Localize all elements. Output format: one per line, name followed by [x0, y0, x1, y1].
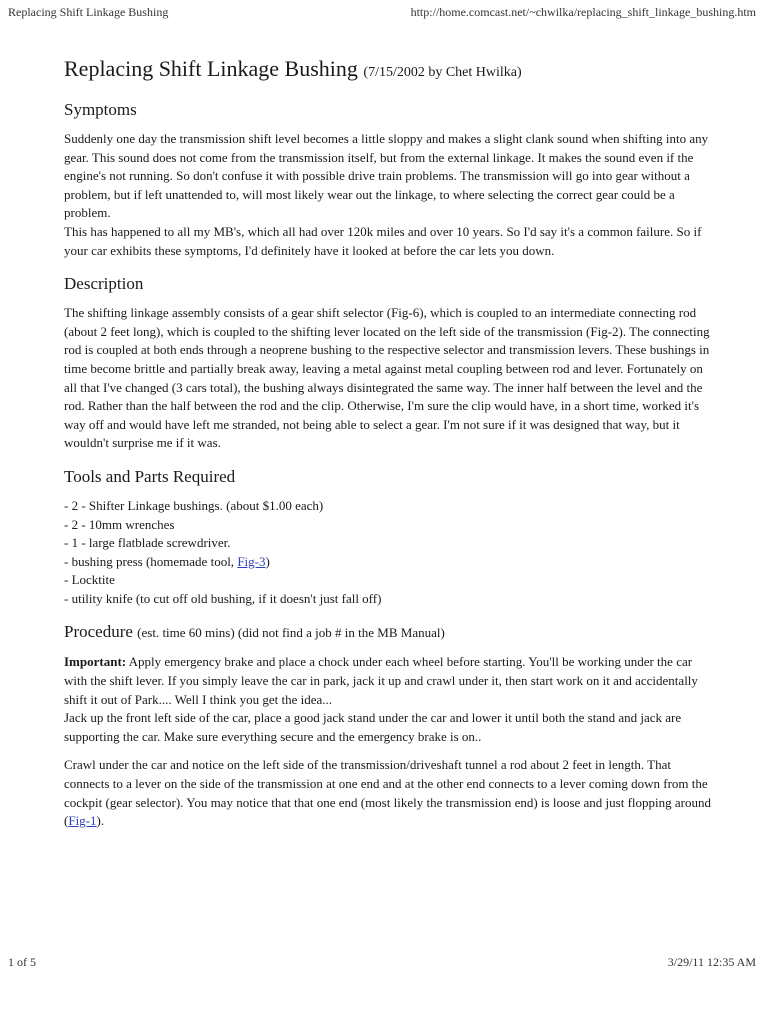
crawl-end: ). [96, 813, 105, 829]
tools-item-close: ) [265, 553, 270, 569]
fig-3-link[interactable]: Fig-3 [237, 553, 266, 569]
print-header-url: http://home.comcast.net/~chwilka/replacing_shift_linkage_bushing.htm [410, 5, 756, 19]
symptoms-paragraph-2: This has happened to all my MB's, which all had over 120k miles and over 10 years. So I'd say it's a common failure. So if your car exhibits these symptoms, I'd definitely have it looked at before the car lets you down. [64, 223, 702, 258]
tools-list-item: - 2 - 10mm wrenches [64, 516, 175, 532]
page-title [64, 56, 714, 86]
print-header-title: Replacing Shift Linkage Bushing [8, 5, 169, 19]
article [64, 56, 714, 831]
print-datetime: 3/29/11 12:35 AM [667, 955, 756, 969]
important-paragraph [64, 653, 714, 709]
crawl-text: Crawl under the car and notice on the left side of the transmission/driveshaft tunnel a rod about 2 feet in length. That connects to a lever on the side of the transmission at one end and at the other end connects to a lever coming down from the cockpit (gear selector). You may notice that that one end (most likely the transmission end) is loose and just flopping around ( [64, 757, 711, 829]
print-header [8, 5, 756, 20]
important-text: Apply emergency brake and place a chock under each wheel before starting. You'll be working under the car with the shift lever. If you simply leave the car in park, jack it up and crawl under it, then start work on it and accidentally shift it out of Park.... Well I think you get the idea... [64, 654, 698, 707]
procedure-heading: Procedure [64, 622, 133, 642]
procedure-note: (est. time 60 mins) (did not find a job # in the MB Manual) [137, 625, 445, 641]
important-label: Important: [64, 654, 127, 670]
page-number: 1 of 5 [8, 955, 36, 969]
print-footer [8, 955, 756, 970]
procedure-heading-line [64, 622, 714, 643]
tools-item-text: - bushing press (homemade tool, [64, 553, 238, 569]
jack-paragraph: Jack up the front left side of the car, place a good jack stand under the car and lower it until both the stand and jack are supporting the car. Make sure everything secure and the emergency brake is on.. [64, 710, 682, 744]
crawl-paragraph [64, 756, 714, 830]
tools-list-item: - utility knife (to cut off old bushing, if it doesn't just fall off) [64, 590, 382, 606]
description-paragraph: The shifting linkage assembly consists of a gear shift selector (Fig-6), which is coupled to an intermediate connecting rod (about 2 feet long), which is coupled to the shifting lever located on the left side of the transmission (Fig-2). The connecting rod is coupled at both ends through a neoprene bushing to the respective selector and transmission levers. These bushings in time become brittle and partially break away, leaving a metal against metal coupling between rod and lever. Fortunately on all that I've changed (3 cars total), the bushing always disintegrated the same way. The inner half between the level and the rod. Rather than the half between the rod and the clip. Otherwise, I'm sure the clip would have, in a short time, worked it's way off and would have left me stranded, not being able to select a gear. I'm not sure if it was designed that way, but it wouldn't surprise me if it was. [64, 305, 710, 451]
tools-list-item: - Locktite [64, 572, 115, 588]
description-heading: Description [64, 274, 144, 294]
tools-list-item [64, 553, 714, 572]
symptoms-heading: Symptoms [64, 100, 137, 119]
tools-list-item: - 2 - Shifter Linkage bushings. (about $1.00 each) [64, 497, 324, 513]
symptoms-paragraph-1: Suddenly one day the transmission shift level becomes a little sloppy and makes a slight clank sound when shifting into any gear. This sound does not come from the transmission itself, but from the external linkage. It makes the sound even if the engine's not running. So don't confuse it with possible drive train problems. The transmission will go into gear without a problem, but if left unattended to, will most likely wear out the linkage, to where selecting the correct gear could be a problem. [64, 131, 709, 221]
tools-list [64, 497, 714, 609]
article-title: Replacing Shift Linkage Bushing [64, 56, 358, 81]
tools-heading: Tools and Parts Required [64, 466, 236, 486]
tools-list-item: - 1 - large flatblade screwdriver. [64, 535, 231, 551]
byline: (7/15/2002 by Chet Hwilka) [363, 65, 522, 80]
fig-1-link[interactable]: Fig-1 [68, 813, 97, 829]
